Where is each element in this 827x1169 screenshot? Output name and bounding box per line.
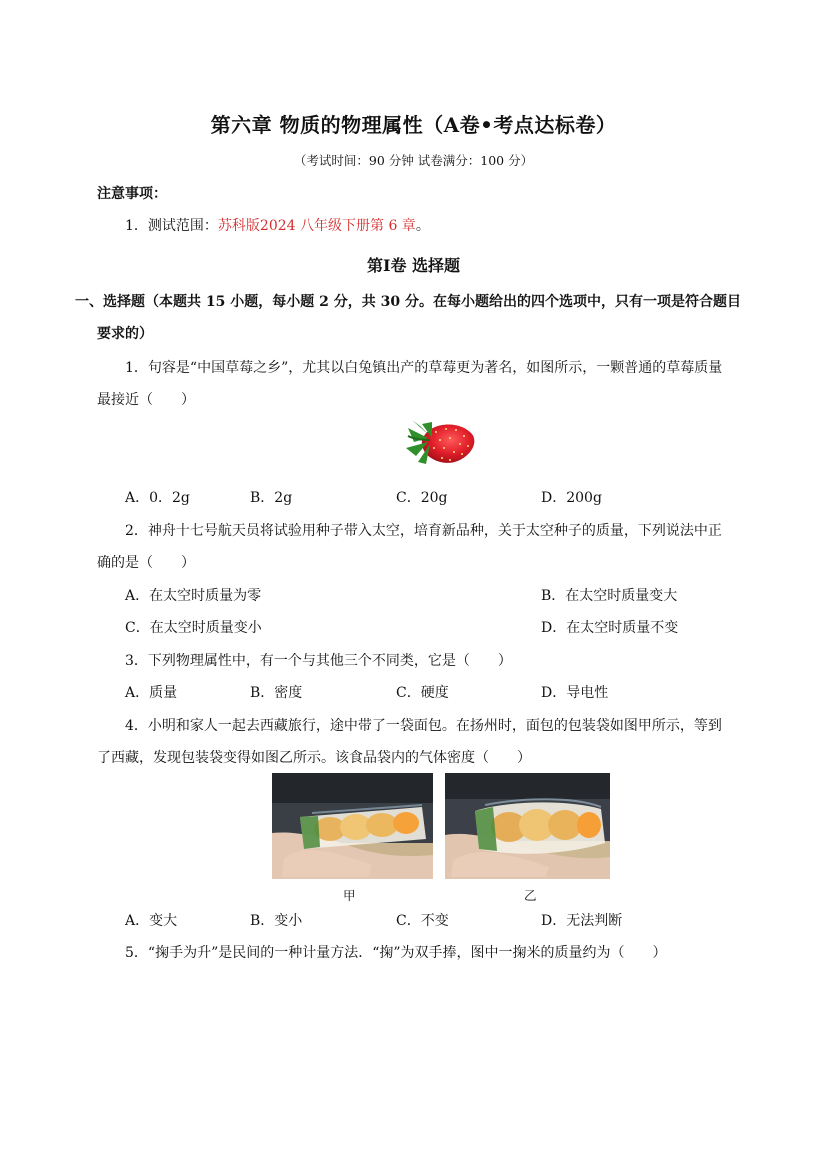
caption-yi: 乙 bbox=[524, 888, 537, 903]
q2-stem-line2: 确的是（ ） bbox=[97, 555, 195, 571]
bread-bag-photo-yi bbox=[445, 773, 610, 879]
q3-option-a: A．质量 bbox=[125, 685, 178, 701]
q4-option-b: B．变小 bbox=[250, 913, 303, 929]
notes-item-1 bbox=[125, 215, 430, 235]
exam-info: （考试时间：90 分钟 试卷满分：100 分） bbox=[293, 153, 534, 168]
q1-stem-line2: 最接近（ ） bbox=[97, 392, 195, 408]
q5-stem: 5．“掬手为升”是民间的一种计量方法．“掬”为双手捧，图中一掬米的质量约为（ ） bbox=[125, 945, 667, 961]
part1-instructions-line2: 要求的） bbox=[97, 326, 153, 342]
q3-stem: 3．下列物理属性中，有一个与其他三个不同类，它是（ ） bbox=[125, 653, 512, 669]
q1-option-b: B．2g bbox=[250, 490, 293, 506]
q2-option-c: C．在太空时质量变小 bbox=[125, 620, 262, 636]
part1-instructions-line1: 一、选择题（本题共 15 小题，每小题 2 分，共 30 分。在每小题给出的四个选项中，只有一项是符合题目 bbox=[75, 294, 741, 310]
q1-stem-line1: 1．句容是“中国草莓之乡”，尤其以白兔镇出产的草莓更为著名，如图所示，一颗普通的草莓质量 bbox=[125, 360, 723, 376]
q1-option-a: A．0．2g bbox=[125, 490, 190, 506]
q1-option-c: C．20g bbox=[396, 490, 448, 506]
bread-bag-photo-jia bbox=[272, 773, 433, 879]
q2-option-a: A．在太空时质量为零 bbox=[125, 588, 262, 604]
q3-option-d: D．导电性 bbox=[541, 685, 609, 701]
q2-stem-line1: 2．神舟十七号航天员将试验用种子带入太空，培育新品种，关于太空种子的质量，下列说法中正 bbox=[125, 523, 722, 539]
section-title: 第Ⅰ卷 选择题 bbox=[366, 256, 461, 275]
q3-option-b: B．密度 bbox=[250, 685, 303, 701]
q4-stem-line2: 了西藏，发现包装袋变得如图乙所示。该食品袋内的气体密度（ ） bbox=[97, 750, 531, 766]
q4-option-a: A．变大 bbox=[125, 913, 178, 929]
page-title: 第六章 物质的物理属性（A卷•考点达标卷） bbox=[210, 113, 617, 137]
q4-option-c: C．不变 bbox=[396, 913, 449, 929]
q4-option-d: D．无法判断 bbox=[541, 913, 623, 929]
notes-heading: 注意事项： bbox=[97, 186, 167, 202]
q1-option-d: D．200g bbox=[541, 490, 602, 506]
test-scope: 苏科版2024 八年级下册第 6 章 bbox=[217, 218, 416, 234]
notes-item-1-prefix: 1．测试范围： bbox=[125, 218, 218, 234]
caption-jia: 甲 bbox=[343, 888, 356, 903]
notes-item-1-suffix: 。 bbox=[415, 218, 430, 234]
q3-option-c: C．硬度 bbox=[396, 685, 449, 701]
strawberry-image bbox=[402, 418, 478, 470]
q2-option-d: D．在太空时质量不变 bbox=[541, 620, 679, 636]
q4-stem-line1: 4．小明和家人一起去西藏旅行，途中带了一袋面包。在扬州时，面包的包装袋如图甲所示，等到 bbox=[125, 718, 722, 734]
q2-option-b: B．在太空时质量变大 bbox=[541, 588, 678, 604]
